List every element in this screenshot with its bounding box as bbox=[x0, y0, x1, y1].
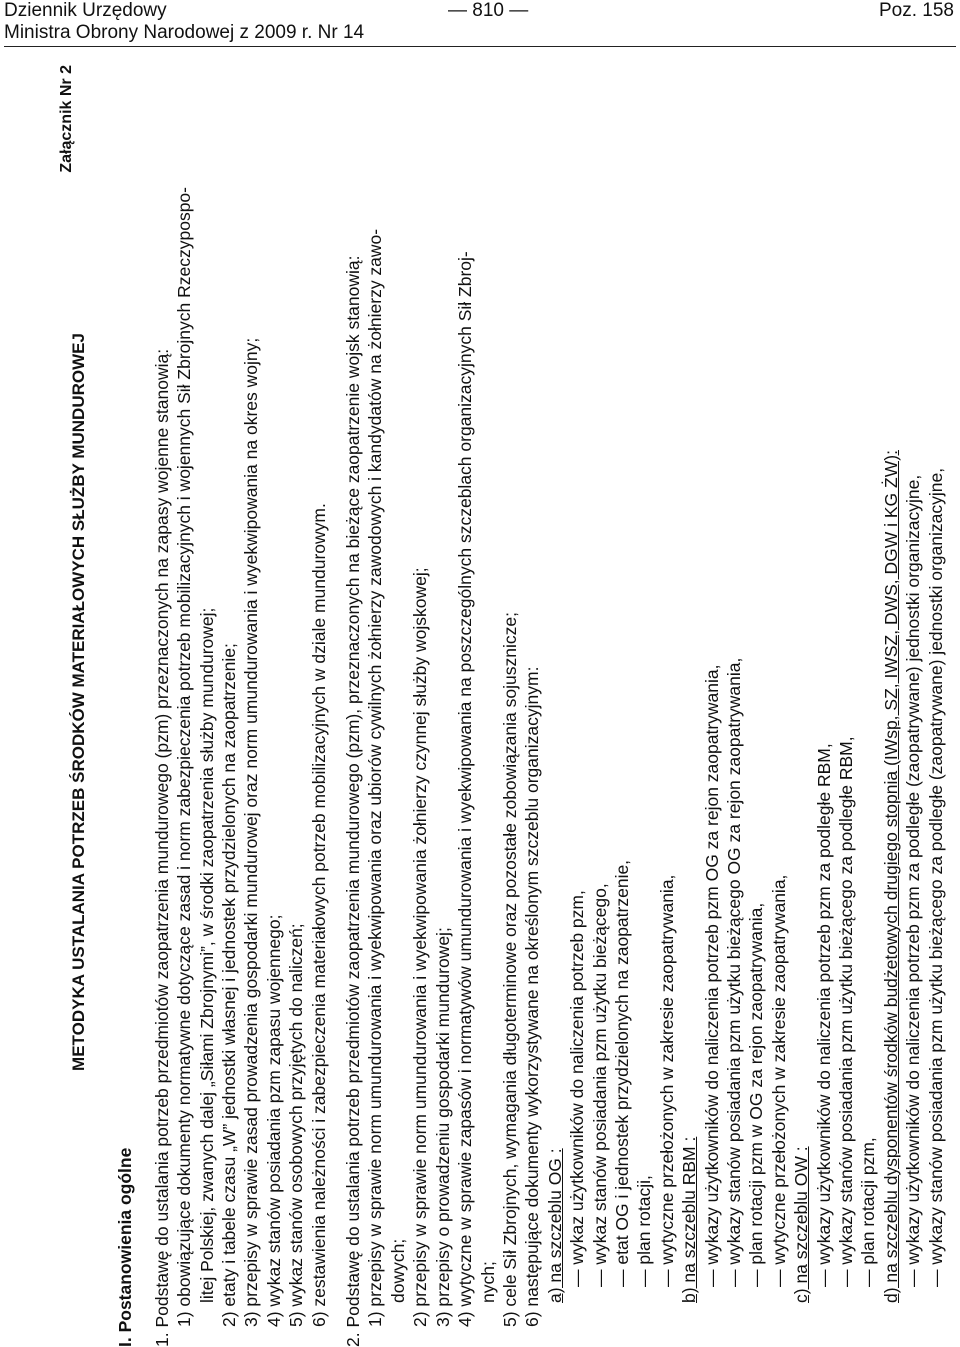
p2-item-4-cont: nych; bbox=[477, 1261, 498, 1303]
p1-item-2: 2) etaty i tabele czasu „W” jednostki własnej i jednostek przydzielonych na zaopatrzenie; bbox=[219, 643, 240, 1327]
page-number: — 810 — bbox=[448, 0, 529, 21]
section-heading: I. Postanowienia ogólne bbox=[115, 1147, 136, 1347]
paragraph-1 bbox=[151, 57, 330, 1347]
sub-d-item: — wykazy użytkowników do naliczenia potrzeb pzm za podległe (zaopatrywane) jednostki organizacyjne, bbox=[902, 57, 924, 1347]
sub-b-item: — plan rotacji pzm w OG za rejon zaopatrywania, bbox=[745, 57, 767, 1347]
paragraph-2 bbox=[342, 57, 947, 1347]
sub-d-item: — wykazy stanów posiadania pzm użytku bieżącego za podległe (zaopatrywane) jednostki organizacyjne, bbox=[925, 57, 947, 1347]
p2-item-6: 6) następujące dokumenty wykorzystywane na określonym szczeblu organizacyjnym: bbox=[522, 666, 543, 1327]
p2-item-4: 4) wytyczne w sprawie zapasów i normatywów umundurowania i wyekwipowania na poszczególnych szczeblach organizacyjnych Sił Zbroj- bbox=[455, 251, 476, 1327]
header-rule bbox=[4, 46, 956, 47]
p1-item-1: 1) obowiązujące dokumenty normatywne dotyczące zasad i norm zabezpieczenia potrzeb mobilizacyjnych i wojennych Sił Zbrojnych Rzeczypospo- bbox=[174, 187, 195, 1327]
p2-intro: 2. Podstawę do ustalania potrzeb przedmiotów zaopatrzenia mundurowego (pzm), przeznaczonych na bieżące zaopatrzenie wojsk stanowią: bbox=[343, 255, 364, 1347]
p1-item-3: 3) przepisy w sprawie zasad prowadzenia gospodarki mundurowej oraz norm umundurowania i wyekwipowania na okres wojny; bbox=[241, 337, 262, 1327]
journal-info bbox=[4, 0, 364, 44]
position-number: Poz. 158 bbox=[879, 0, 954, 21]
sub-d-label: d) na szczeblu dysponentów środków budżetowych drugiego stopnia (IWsp, SZ, IWSZ, DWS, DGW i KG ŻW): bbox=[880, 450, 901, 1303]
p2-item-3: 3) przepisy o prowadzeniu gospodarki mundurowej; bbox=[432, 927, 453, 1327]
ministry-issue: Ministra Obrony Narodowej z 2009 r. Nr 14 bbox=[4, 22, 365, 43]
p1-item-4: 4) wykaz stanów posiadania pzm zapasu wojennego; bbox=[263, 914, 284, 1327]
p1-intro: 1. Podstawę do ustalania potrzeb przedmiotów zaopatrzenia mundurowego (pzm) przeznaczonych na zapasy wojenne stanowią: bbox=[151, 348, 172, 1347]
sub-b-item: — wykazy stanów posiadania pzm użytku bieżącego OG za rejon zaopatrywania, bbox=[723, 57, 745, 1347]
sub-c-label: c) na szczeblu OW : bbox=[791, 1146, 812, 1303]
p1-item-5: 5) wykaz stanów osobowych przyjętych do naliczeń; bbox=[286, 923, 307, 1327]
sub-a-label: a) na szczeblu OG : bbox=[544, 1148, 565, 1303]
sub-c-item: — wykazy użytkowników do naliczenia potrzeb pzm za podległe RBM, bbox=[813, 57, 835, 1347]
sub-b-label: b) na szczeblu RBM : bbox=[679, 1136, 700, 1303]
sub-a-item: — wytyczne przełożonych w zakresie zaopatrywania, bbox=[656, 57, 678, 1347]
p1-item-6: 6) zestawienia należności i zabezpieczenia materiałowych potrzeb mobilizacyjnych w dziale mundurowym. bbox=[308, 503, 329, 1327]
sub-a-item: — plan rotacji, bbox=[633, 57, 655, 1347]
sub-a-item: — wykaz stanów posiadania pzm użytku bieżącego, bbox=[589, 57, 611, 1347]
page-header bbox=[0, 0, 960, 48]
sub-b-item: — wykazy użytkowników do naliczenia potrzeb pzm OG za rejon zaopatrywania, bbox=[701, 57, 723, 1347]
p2-item-5: 5) cele Sił Zbrojnych, wymagania długoterminowe oraz pozostałe zobowiązania sojusznicze; bbox=[499, 612, 520, 1327]
annex-label: Załącznik Nr 2 bbox=[58, 65, 75, 173]
sub-b-item: — wytyczne przełożonych w zakresie zaopatrywania, bbox=[768, 57, 790, 1347]
p2-item-1: 1) przepisy w sprawie norm umundurowania i wyekwipowania oraz ubiorów cywilnych żołnierzy zawodowych i kandydatów na żołnierzy zawo- bbox=[365, 228, 386, 1327]
p2-item-2: 2) przepisy w sprawie norm umundurowania i wyekwipowania żołnierzy czynnej służby wojskowej; bbox=[410, 567, 431, 1327]
sub-c-item: — wykazy stanów posiadania pzm użytku bieżącego za podległe RBM, bbox=[835, 57, 857, 1347]
sub-a-item: — wykaz użytkowników do naliczenia potrzeb pzm, bbox=[566, 57, 588, 1347]
p1-item-1-cont: litej Polskiej, zwanych dalej „Siłami Zbrojnymi”, w środki zaopatrzenia służby mundurowej; bbox=[196, 607, 217, 1303]
journal-name: Dziennik Urzędowy bbox=[4, 0, 167, 21]
p2-item-1-cont: dowych; bbox=[387, 1238, 408, 1303]
rotated-document-body bbox=[56, 57, 956, 1347]
sub-c-item: — plan rotacji pzm, bbox=[857, 57, 879, 1347]
document-title: METODYKA USTALANIA POTRZEB ŚRODKÓW MATERIAŁOWYCH SŁUŻBY MUNDUROWEJ bbox=[69, 333, 88, 1071]
sub-a-item: — etat OG i jednostek przydzielonych na zaopatrzenie, bbox=[611, 57, 633, 1347]
